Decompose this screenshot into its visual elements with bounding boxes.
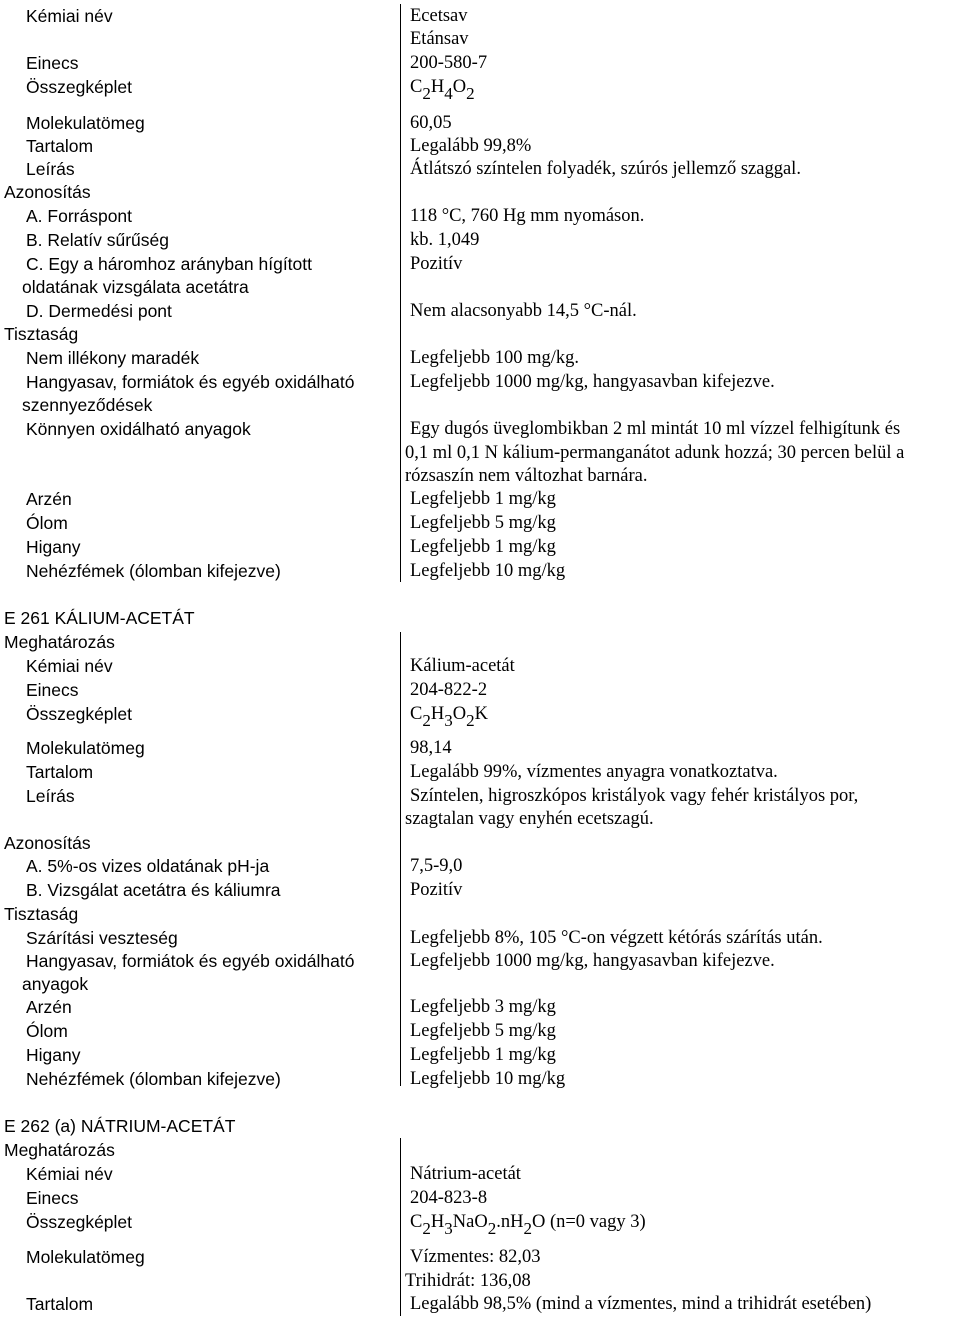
formula-part: C bbox=[410, 77, 423, 97]
purity-label: Nem illékony maradék bbox=[26, 348, 200, 368]
content-value: Legalább 99%, vízmentes anyagra vonatkoztatva. bbox=[410, 762, 778, 782]
purity-value: Legfeljebb 5 mg/kg bbox=[410, 513, 556, 533]
purity-value: Legfeljebb 10 mg/kg bbox=[410, 1069, 566, 1089]
identification-heading: Azonosítás bbox=[4, 182, 91, 202]
formula-value bbox=[410, 76, 475, 103]
section-heading: E 262 (a) NÁTRIUM-ACETÁT bbox=[4, 1116, 236, 1136]
chemname-label: Kémiai név bbox=[26, 1164, 113, 1184]
formula-subscript: 2 bbox=[422, 84, 431, 103]
purity-value: Legfeljebb 3 mg/kg bbox=[410, 997, 556, 1017]
purity-value: Legfeljebb 1000 mg/kg, hangyasavban kifejezve. bbox=[410, 372, 775, 392]
purity-label: anyagok bbox=[22, 974, 89, 994]
molweight-label: Molekulatömeg bbox=[26, 738, 145, 758]
purity-label: Könnyen oxidálható anyagok bbox=[26, 419, 251, 439]
formula-part: H bbox=[430, 704, 445, 724]
id-b-value: kb. 1,049 bbox=[410, 230, 480, 250]
purity-value: Legfeljebb 5 mg/kg bbox=[410, 1021, 556, 1041]
formula-subscript: 3 bbox=[444, 1219, 453, 1238]
formula-subscript: 4 bbox=[444, 84, 453, 103]
description-label: Leírás bbox=[26, 159, 75, 179]
chemname-value: Etánsav bbox=[410, 29, 469, 49]
molweight-value: Vízmentes: 82,03 bbox=[410, 1247, 541, 1267]
formula-subscript: 3 bbox=[444, 711, 453, 730]
purity-label: Hangyasav, formiátok és egyéb oxidálható bbox=[26, 951, 355, 971]
formula-subscript: 2 bbox=[466, 711, 475, 730]
purity-value: Egy dugós üveglombikban 2 ml mintát 10 ml vízzel felhigítunk és bbox=[410, 419, 901, 439]
purity-value: Legfeljebb 1 mg/kg bbox=[410, 537, 556, 557]
einecs-label: Einecs bbox=[26, 680, 79, 700]
id-c-label: oldatának vizsgálata acetátra bbox=[22, 277, 249, 297]
formula-value bbox=[410, 703, 489, 730]
formula-subscript: 2 bbox=[422, 1219, 431, 1238]
purity-label: Higany bbox=[26, 537, 81, 557]
purity-label: Szárítási veszteség bbox=[26, 928, 178, 948]
description-label: Leírás bbox=[26, 786, 75, 806]
chemname-value: Ecetsav bbox=[410, 6, 468, 26]
id-a-value: 118 °C, 760 Hg mm nyomáson. bbox=[410, 206, 645, 226]
description-value: Színtelen, higroszkópos kristályok vagy fehér kristályos por, bbox=[410, 786, 859, 806]
content-value: Legalább 99,8% bbox=[410, 136, 532, 156]
purity-label: szennyeződések bbox=[22, 395, 153, 415]
purity-label: Nehézfémek (ólomban kifejezve) bbox=[26, 561, 281, 581]
purity-label: Hangyasav, formiátok és egyéb oxidálható bbox=[26, 372, 355, 392]
formula-subscript: 2 bbox=[487, 1219, 497, 1238]
purity-value: Legfeljebb 1 mg/kg bbox=[410, 489, 556, 509]
purity-label: Nehézfémek (ólomban kifejezve) bbox=[26, 1069, 281, 1089]
formula-label: Összegképlet bbox=[26, 1212, 133, 1232]
molweight-label: Molekulatömeg bbox=[26, 1247, 145, 1267]
column-divider bbox=[400, 1138, 401, 1316]
purity-heading: Tisztaság bbox=[4, 904, 79, 924]
id-d-value: Nem alacsonyabb 14,5 °C-nál. bbox=[410, 301, 637, 321]
id-b-value: Pozitív bbox=[410, 880, 463, 900]
definition-heading: Meghatározás bbox=[4, 1140, 115, 1160]
formula-part: .nH bbox=[496, 1212, 524, 1232]
purity-value: Legfeljebb 100 mg/kg. bbox=[410, 348, 580, 368]
formula-part: NaO bbox=[452, 1212, 488, 1232]
definition-heading: Meghatározás bbox=[4, 632, 115, 652]
purity-value: Legfeljebb 1000 mg/kg, hangyasavban kifejezve. bbox=[410, 951, 775, 971]
formula-subscript: 2 bbox=[422, 711, 431, 730]
molweight-value: 60,05 bbox=[410, 113, 452, 133]
section-heading: E 261 KÁLIUM-ACETÁT bbox=[4, 608, 195, 628]
purity-value: Legfeljebb 8%, 105 °C-on végzett kétórás szárítás után. bbox=[410, 928, 823, 948]
formula-part: C bbox=[410, 704, 423, 724]
formula-label: Összegképlet bbox=[26, 77, 133, 97]
formula-part: K bbox=[474, 704, 489, 724]
id-c-label: C. Egy a háromhoz arányban hígított bbox=[26, 254, 312, 274]
purity-label: Arzén bbox=[26, 997, 72, 1017]
formula-part: H bbox=[430, 77, 445, 97]
purity-value: Legfeljebb 10 mg/kg bbox=[410, 561, 566, 581]
chemname-label: Kémiai név bbox=[26, 6, 113, 26]
column-divider bbox=[400, 632, 401, 1086]
content-label: Tartalom bbox=[26, 762, 94, 782]
einecs-label: Einecs bbox=[26, 53, 79, 73]
id-a-label: A. Forráspont bbox=[26, 206, 133, 226]
formula-value bbox=[410, 1211, 646, 1238]
purity-label: Ólom bbox=[26, 1021, 68, 1041]
content-label: Tartalom bbox=[26, 1294, 94, 1314]
formula-subscript: 2 bbox=[466, 84, 475, 103]
molweight-value: Trihidrát: 136,08 bbox=[405, 1271, 531, 1291]
purity-value: 0,1 ml 0,1 N kálium-permanganátot adunk hozzá; 30 percen belül a bbox=[405, 443, 905, 463]
content-label: Tartalom bbox=[26, 136, 94, 156]
molweight-label: Molekulatömeg bbox=[26, 113, 145, 133]
id-b-label: B. Relatív sűrűség bbox=[26, 230, 169, 250]
formula-label: Összegképlet bbox=[26, 704, 133, 724]
einecs-label: Einecs bbox=[26, 1188, 79, 1208]
formula-part: O bbox=[452, 704, 467, 724]
formula-part: H bbox=[430, 1212, 445, 1232]
formula-part: O (n=0 vagy 3) bbox=[531, 1212, 646, 1232]
einecs-value: 204-823-8 bbox=[410, 1188, 488, 1208]
chemname-value: Kálium-acetát bbox=[410, 656, 515, 676]
purity-label: Higany bbox=[26, 1045, 81, 1065]
purity-heading: Tisztaság bbox=[4, 324, 79, 344]
purity-label: Arzén bbox=[26, 489, 72, 509]
purity-label: Ólom bbox=[26, 513, 68, 533]
formula-part: O bbox=[452, 77, 467, 97]
id-d-label: D. Dermedési pont bbox=[26, 301, 172, 321]
id-b-label: B. Vizsgálat acetátra és káliumra bbox=[26, 880, 281, 900]
formula-subscript: 2 bbox=[523, 1219, 532, 1238]
formula-part: C bbox=[410, 1212, 423, 1232]
chemname-label: Kémiai név bbox=[26, 656, 113, 676]
purity-value: rózsaszín nem változhat barnára. bbox=[405, 466, 648, 486]
molweight-value: 98,14 bbox=[410, 738, 452, 758]
id-a-label: A. 5%-os vizes oldatának pH-ja bbox=[26, 856, 270, 876]
einecs-value: 204-822-2 bbox=[410, 680, 488, 700]
identification-heading: Azonosítás bbox=[4, 833, 91, 853]
description-value: Átlátszó színtelen folyadék, szúrós jellemző szaggal. bbox=[410, 159, 801, 179]
purity-value: Legfeljebb 1 mg/kg bbox=[410, 1045, 556, 1065]
content-value: Legalább 98,5% (mind a vízmentes, mind a trihidrát esetében) bbox=[410, 1294, 872, 1314]
einecs-value: 200-580-7 bbox=[410, 53, 488, 73]
id-a-value: 7,5-9,0 bbox=[410, 856, 463, 876]
id-c-value: Pozitív bbox=[410, 254, 463, 274]
chemname-value: Nátrium-acetát bbox=[410, 1164, 521, 1184]
description-value: szagtalan vagy enyhén ecetszagú. bbox=[405, 809, 654, 829]
column-divider bbox=[400, 4, 401, 582]
